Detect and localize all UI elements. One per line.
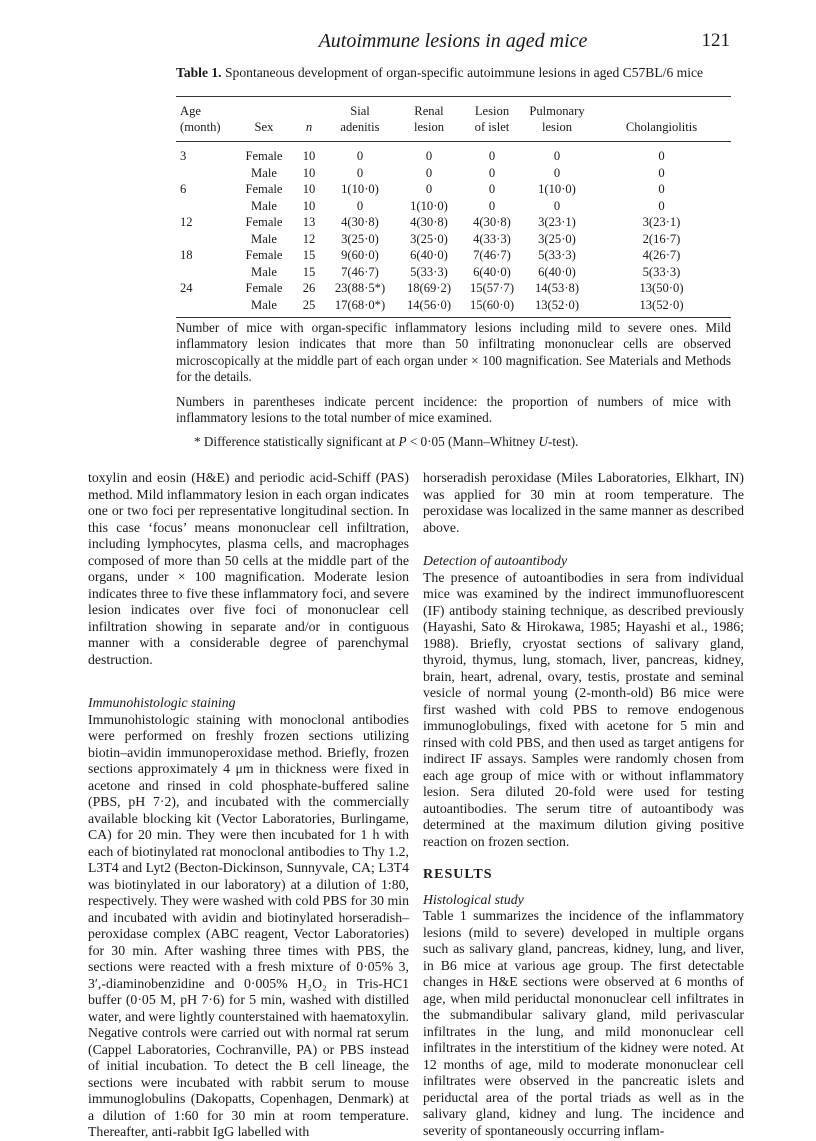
cell-renal: 18(69·2) — [406, 281, 452, 295]
cell-pulm: 3(23·1) — [538, 215, 576, 229]
table-note-definition: Number of mice with organ-specific inflammatory lesions including mild to severe ones. Mild inflammatory lesion indicates that more than 50 infiltrating mononuclear cells are observed microscopically at the middle part of each organ under × 100 magnification. See Materials and Methods for the details. — [176, 320, 731, 385]
cell-n: 10 — [302, 165, 316, 180]
cell-sex: Female — [245, 281, 283, 295]
cell-chol: 0 — [658, 149, 665, 163]
cell-islet: 0 — [488, 198, 496, 213]
table-note-percent: Numbers in parentheses indicate percent incidence: the proportion of numbers of mice with inflammatory lesions to the total number of mice examined. — [176, 393, 731, 426]
cell-sex: Male — [251, 198, 277, 213]
cell-n: 25 — [302, 297, 316, 312]
col-header-pulmonary: Pulmonary lesion — [529, 104, 585, 134]
cell-age — [176, 165, 234, 182]
table-row — [176, 280, 731, 297]
cell-sial: 17(68·0*) — [334, 297, 386, 312]
cell-pulm: 0 — [553, 149, 561, 163]
cell-sial: 4(30·8) — [341, 215, 379, 229]
subheading-histological: Histological study — [423, 891, 524, 907]
cell-pulm: 0 — [553, 165, 561, 180]
table-caption — [176, 65, 736, 81]
table-row — [176, 264, 731, 281]
cell-sex: Male — [251, 297, 277, 312]
table-row — [176, 181, 731, 198]
cell-renal: 1(10·0) — [410, 198, 448, 213]
page-number: 121 — [701, 30, 730, 51]
cell-renal: 0 — [425, 182, 433, 196]
cell-renal: 14(56·0) — [406, 297, 452, 312]
cell-renal: 6(40·0) — [410, 248, 448, 262]
cell-renal: 0 — [425, 165, 433, 180]
cell-renal: 4(30·8) — [410, 215, 448, 229]
cell-islet: 4(33·3) — [473, 231, 511, 246]
methods-paragraph-staining-criteria: toxylin and eosin (H&E) and periodic acid-Schiff (PAS) method. Mild inflammatory lesion in each organ indicates one or two foci per representative longitudinal section. In this case ‘focus’ means mononuclear cell infiltration, including lymphocytes, plasma cells, and macrophages composed of more than 50 cells at the middle part of the organs, under × 100 magnification. Moderate lesion indicates three to five these inflammatory foci, and severe lesion indicates over five foci of mononuclear cell infiltration showing in separate and/or in contiguous manner with a considerable degree of parenchymal destruction. — [88, 470, 409, 667]
cell-islet: 0 — [488, 149, 496, 163]
cell-n: 10 — [302, 149, 316, 163]
cell-sial: 3(25·0) — [341, 231, 379, 246]
cell-n: 12 — [302, 231, 316, 246]
cell-age: 6 — [180, 182, 187, 196]
col-header-islet: Lesion of islet — [474, 104, 510, 134]
cell-age: 24 — [180, 281, 193, 295]
cell-n: 26 — [302, 281, 316, 295]
running-title: Autoimmune lesions in aged mice — [318, 30, 588, 52]
cell-sial: 7(46·7) — [341, 264, 379, 279]
cell-age — [176, 231, 234, 248]
table-row — [176, 142, 731, 165]
cell-pulm: 6(40·0) — [538, 264, 576, 279]
cell-sex: Female — [245, 215, 283, 229]
cell-chol: 0 — [658, 198, 665, 213]
cell-chol: 13(50·0) — [639, 281, 684, 295]
cell-renal: 3(25·0) — [410, 231, 448, 246]
cell-islet: 7(46·7) — [473, 248, 511, 262]
cell-chol: 13(52·0) — [639, 297, 684, 312]
cell-sial: 23(88·5*) — [334, 281, 386, 295]
cell-renal: 5(33·3) — [410, 264, 448, 279]
incidence-table — [176, 96, 731, 318]
cell-pulm: 5(33·3) — [538, 248, 576, 262]
cell-sex: Male — [251, 165, 277, 180]
cell-age — [176, 198, 234, 215]
table-header-row — [176, 97, 731, 142]
col-header-sial: Sial adenitis — [340, 104, 380, 134]
left-column — [88, 470, 409, 1141]
table-row — [176, 198, 731, 215]
cell-age: 18 — [180, 248, 193, 262]
cell-pulm: 0 — [553, 198, 561, 213]
cell-n: 15 — [302, 248, 316, 262]
cell-sex: Female — [245, 248, 283, 262]
table-row — [176, 297, 731, 318]
cell-islet: 0 — [488, 182, 496, 196]
cell-sial: 9(60·0) — [341, 248, 379, 262]
page-header — [176, 30, 730, 56]
cell-pulm: 13(52·0) — [534, 297, 580, 312]
subheading-autoantibody: Detection of autoantibody — [423, 553, 568, 568]
cell-sial: 0 — [356, 198, 364, 213]
col-header-cholangiolitis: Cholangiolitis — [625, 120, 698, 134]
cell-chol: 5(33·3) — [642, 264, 681, 279]
subheading-immunohistologic: Immunohistologic staining — [88, 695, 236, 710]
col-header-renal: Renal lesion — [413, 104, 445, 134]
cell-sex: Male — [251, 264, 277, 279]
col-header-sex: Sex — [254, 120, 274, 134]
table-row — [176, 247, 731, 264]
cell-pulm: 1(10·0) — [538, 182, 576, 196]
cell-age: 12 — [180, 215, 193, 229]
cell-n: 13 — [302, 215, 316, 229]
cell-chol: 3(23·1) — [642, 215, 681, 229]
results-heading: RESULTS — [423, 867, 493, 882]
cell-islet: 15(57·7) — [469, 281, 515, 295]
cell-age — [176, 297, 234, 318]
methods-paragraph-autoantibody: The presence of autoantibodies in sera from individual mice was examined by the indirect immunofluorescent (IF) antibody staining technique, as described previously (Hayashi, Sato & Hirokawa, 1985; Hayashi et al., 1986; 1988). Briefly, cryostat sections of salivary gland, thyroid, thymus, lung, stomach, liver, pancreas, kidney, brain, heart, adrenal, ovary, testis, prostate and seminal vesicle of normal young (2-month-old) B6 mice were first washed with cold PBS to remove endogenous immunoglobulings, fixed with acetone for 5 min and rinsed with cold PBS, and then used as target antigens for indirect IF assays. Samples were randomly chosen from each age group of mice with or without inflammatory lesion. Sera diluted 20-fold were used for testing autoantibodies. The serum titre of autoantibody was determined at the maximum dilution giving positive reaction on frozen section. — [423, 569, 744, 849]
cell-pulm: 3(25·0) — [538, 231, 576, 246]
results-paragraph-histological: Table 1 summarizes the incidence of the inflammatory lesions (mild to severe) developed in multiple organs such as salivary gland, pancreas, kidney, lung, and liver, in B6 mice at various age group. The first detectable changes in H&E sections were observed at 6 months of age, when mild periductal mononuclear cell infiltrates in the submandibular salivary gland, mild perivascular infiltrates in the lung, and mild mononuclear cell infiltrates in the interstitium of the kidney were noted. At 12 months of age, mild to moderate mononuclear cell infiltrates were observed in the pancreatic islets and periductal area of the portal triads as well as in the salivary gland, kidney and lung. The incidence and severity of spontaneously occurring inflam- — [423, 908, 744, 1138]
methods-paragraph-immunohistologic: Immunohistologic staining with monoclonal antibodies were performed on freshly frozen sections utilizing biotin–avidin immunoperoxidase method. Briefly, frozen sections approximately 4 μm in thickness were fixed in acetone and rinsed in cold phosphate-buffered saline (PBS, pH 7·2), and incubated with the commercially available blocking kit (Vector Laboratories, Burlingame, CA) for 20 min. They were then incubated for 1 h with each of biotinylated rat monoclonal antibodies to Thy 1.2, L3T4 and Lyt2 (Becton-Dickinson, Sunnyvale, CA; L3T4 was biotinylated in our laboratory) at a dilution of 1:80, respectively. They were washed with cold PBS for 30 min and incubated with avidin and biotinylated horseradish–peroxidase complex (ABC reagent, Vector Laboratories) for 30 min. After washing three times with PBS, the sections were reacted with a fresh mixture of 0·05% 3, 3′,-diaminobenzidine and 0·005% H₂O₂ in Tris-HC1 buffer (0·05 M, pH 7·6) for 5 min, washed with distilled water, and were lightly counterstained with haematoxylin. Negative controls were carried out with normal rat serum (Cappel Laboratories, Cochranville, PA) or PBS instead of initial incubation. To detect the B cell lineage, the sections were incubated with rabbit serum to mouse immunoglobulins (Dakopatts, Copenhagen, Denmark) at a dilution of 1:60 for 30 min at room temperature. Thereafter, anti-rabbit IgG labelled with — [88, 711, 409, 1139]
cell-sial: 0 — [356, 165, 364, 180]
cell-n: 15 — [302, 264, 316, 279]
right-column — [423, 470, 744, 1139]
table-row — [176, 165, 731, 182]
cell-chol: 4(26·7) — [642, 248, 681, 262]
cell-chol: 0 — [658, 165, 665, 180]
col-header-n: n — [305, 120, 313, 134]
table-row — [176, 231, 731, 248]
col-header-age: Age (month) — [180, 104, 221, 134]
cell-n: 10 — [302, 182, 316, 196]
cell-sial: 0 — [356, 149, 364, 163]
cell-sex: Male — [251, 231, 277, 246]
table-note-significance: * Difference statistically significant at P < 0·05 (Mann–Whitney U-test). — [194, 434, 579, 450]
cell-renal: 0 — [425, 149, 433, 163]
cell-sial: 1(10·0) — [341, 182, 379, 196]
table-notes — [176, 320, 731, 459]
methods-paragraph-peroxidase: horseradish peroxidase (Miles Laboratories, Elkhart, IN) was applied for 30 min at room temperature. The peroxidase was localized in the same manner as described above. — [423, 470, 744, 535]
cell-chol: 2(16·7) — [642, 231, 681, 246]
cell-age — [176, 264, 234, 281]
cell-islet: 4(30·8) — [473, 215, 511, 229]
table-caption-label: Table 1. — [176, 65, 222, 80]
table-row — [176, 214, 731, 231]
table-caption-text: Spontaneous development of organ-specific autoimmune lesions in aged C57BL/6 mice — [221, 65, 704, 80]
cell-islet: 15(60·0) — [469, 297, 515, 312]
cell-chol: 0 — [658, 182, 665, 196]
cell-n: 10 — [302, 198, 316, 213]
cell-pulm: 14(53·8) — [534, 281, 580, 295]
cell-sex: Female — [245, 149, 283, 163]
cell-islet: 6(40·0) — [473, 264, 511, 279]
cell-islet: 0 — [488, 165, 496, 180]
cell-age: 3 — [180, 149, 187, 163]
cell-sex: Female — [245, 182, 283, 196]
